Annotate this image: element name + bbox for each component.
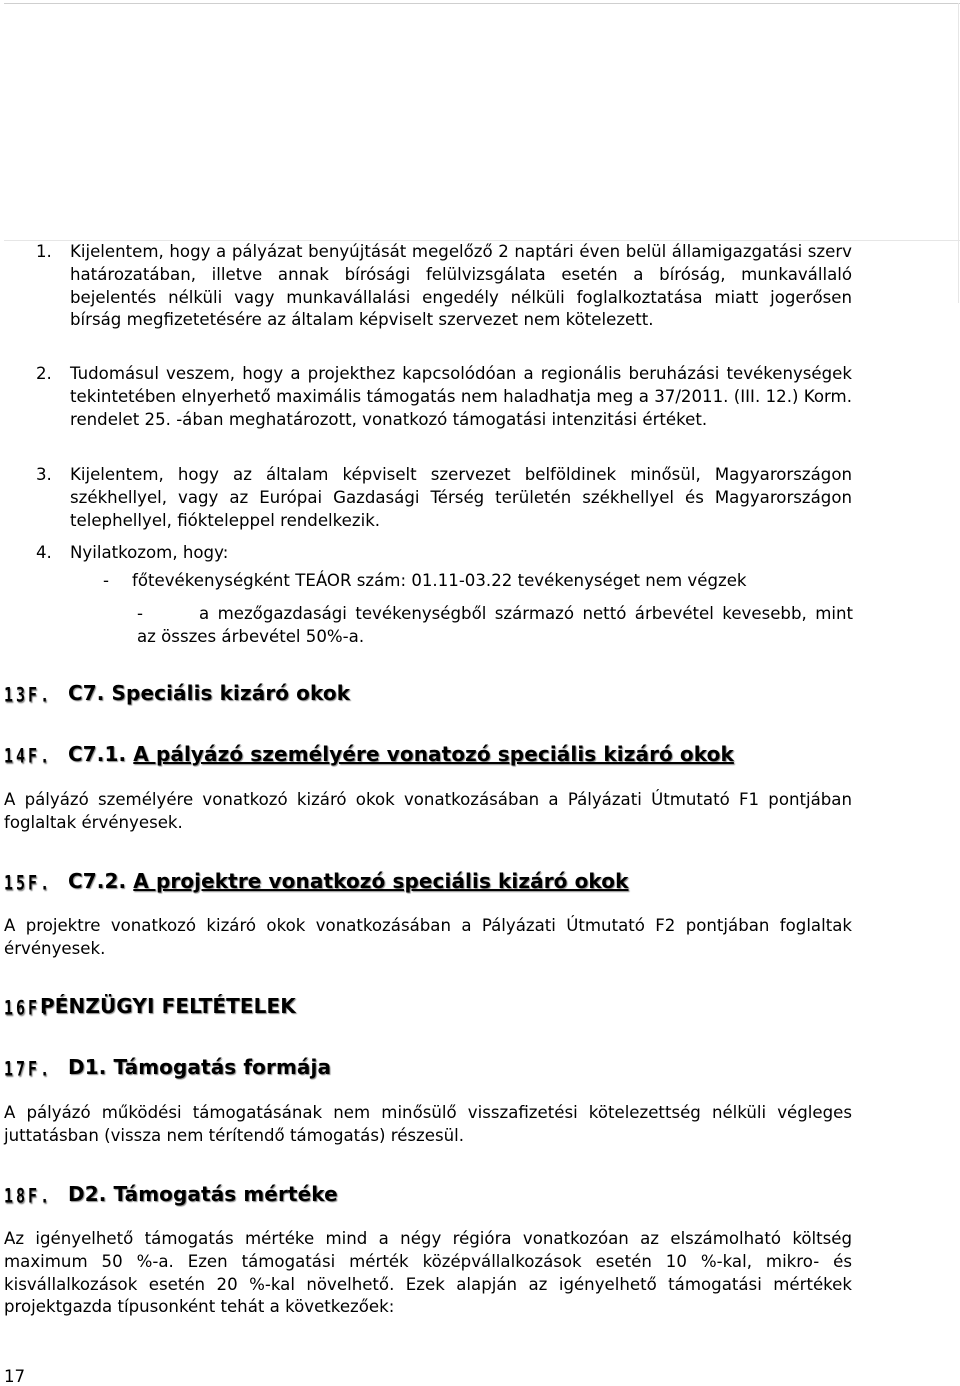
top-rule bbox=[4, 3, 960, 4]
section-title: A projektre vonatkozó speciális kizáró okok bbox=[133, 869, 629, 893]
section-marker: 15F. bbox=[4, 871, 53, 895]
dash-item-text: a mezőgazdasági tevékenységből származó nettó árbevétel kevesebb, mint az összes árbevétel 50%-a. bbox=[137, 604, 853, 646]
section-number: C7.1. bbox=[68, 742, 127, 766]
section-heading-d bbox=[4, 994, 296, 1018]
list-item-label: 4. bbox=[36, 543, 52, 562]
dash-item-1 bbox=[103, 570, 863, 593]
list-item-text: Kijelentem, hogy a pályázat benyújtását megelőző 2 naptári éven belül államigazgatási szerv határozatában, illetve annak bírósági felülvizsgálata esetén a bíróság, munkavállaló bejelentés nélküli vagy munkavállalási engedély nélküli foglalkoztatása miatt jogerősen bírság megfizetetésére az általam képviselt szervezet nem kötelezett. bbox=[70, 242, 852, 330]
section-marker: 13F. bbox=[4, 683, 53, 707]
list-item-text: Tudomásul veszem, hogy a projekthez kapcsolódóan a regionális beruházási tevékenységek tekintetében elnyerhető maximális támogatás nem haladhatja meg a 37/2011. (III. 12.) Korm. rendelet 25. -ában meghatározott, vonatkozó támogatási intenzitási értéket. bbox=[70, 364, 852, 429]
list-item-text: Kijelentem, hogy az általam képviselt szervezet belföldinek minősül, Magyarországon székhellyel, vagy az Európai Gazdasági Térség területén székhellyel és Magyarországon telephellyel, fiókteleppel rendelkezik. bbox=[70, 465, 852, 530]
list-item-2 bbox=[36, 363, 852, 431]
list-item-label: 1. bbox=[36, 242, 52, 261]
list-item-label: 2. bbox=[36, 364, 52, 383]
section-heading-c7-1 bbox=[4, 742, 734, 766]
section-marker: 14F. bbox=[4, 744, 53, 768]
section-marker: 17F. bbox=[4, 1057, 53, 1081]
section-title: D2. Támogatás mértéke bbox=[68, 1182, 338, 1206]
section-body-d2: Az igényelhető támogatás mértéke mind a négy régióra vonatkozóan az elszámolható költség maximum 50 %-a. Ezen támogatási mérték középvállalkozások esetén 10 %-kal, mikro- és kisvállalkozások esetén 20 %-kal növelhető. Ezek alapján az igényelhető támogatási mértékek projektgazda típusonként tehát a következőek: bbox=[4, 1229, 852, 1317]
list-item-1 bbox=[36, 241, 852, 332]
side-rule bbox=[958, 3, 959, 303]
section-body-c7-2: A projektre vonatkozó kizáró okok vonatkozásában a Pályázati Útmutató F2 pontjában foglaltak érvényesek. bbox=[4, 916, 852, 958]
section-title: D1. Támogatás formája bbox=[68, 1055, 332, 1079]
list-item-3 bbox=[36, 464, 852, 532]
section-marker: 16F. bbox=[4, 996, 53, 1020]
dash-item-2 bbox=[137, 603, 853, 649]
section-heading-d2 bbox=[4, 1182, 338, 1206]
section-title: C7. Speciális kizáró okok bbox=[68, 681, 351, 705]
list-item-text: Nyilatkozom, hogy: bbox=[70, 543, 229, 562]
section-title: PÉNZÜGYI FELTÉTELEK bbox=[40, 994, 296, 1018]
section-heading-d1 bbox=[4, 1055, 331, 1079]
list-item-label: 3. bbox=[36, 465, 52, 484]
section-heading-c7 bbox=[4, 681, 350, 705]
dash-marker: - bbox=[103, 571, 109, 590]
section-title: A pályázó személyére vonatozó speciális kizáró okok bbox=[133, 742, 734, 766]
section-number: C7.2. bbox=[68, 869, 127, 893]
section-body-c7-1: A pályázó személyére vonatkozó kizáró okok vonatkozásában a Pályázati Útmutató F1 pontjában foglaltak érvényesek. bbox=[4, 790, 852, 832]
section-marker: 18F. bbox=[4, 1184, 53, 1208]
list-item-4 bbox=[36, 542, 852, 565]
section-heading-c7-2 bbox=[4, 869, 629, 893]
page-number: 17 bbox=[4, 1367, 26, 1386]
dash-marker: - bbox=[137, 604, 143, 623]
dash-item-text: főtevékenységként TEÁOR szám: 01.11-03.22 tevékenységet nem végzek bbox=[132, 571, 747, 590]
section-body-d1: A pályázó működési támogatásának nem minősülő visszafizetési kötelezettség nélküli végleges juttatásban (vissza nem térítendő támogatás) részesül. bbox=[4, 1103, 852, 1145]
